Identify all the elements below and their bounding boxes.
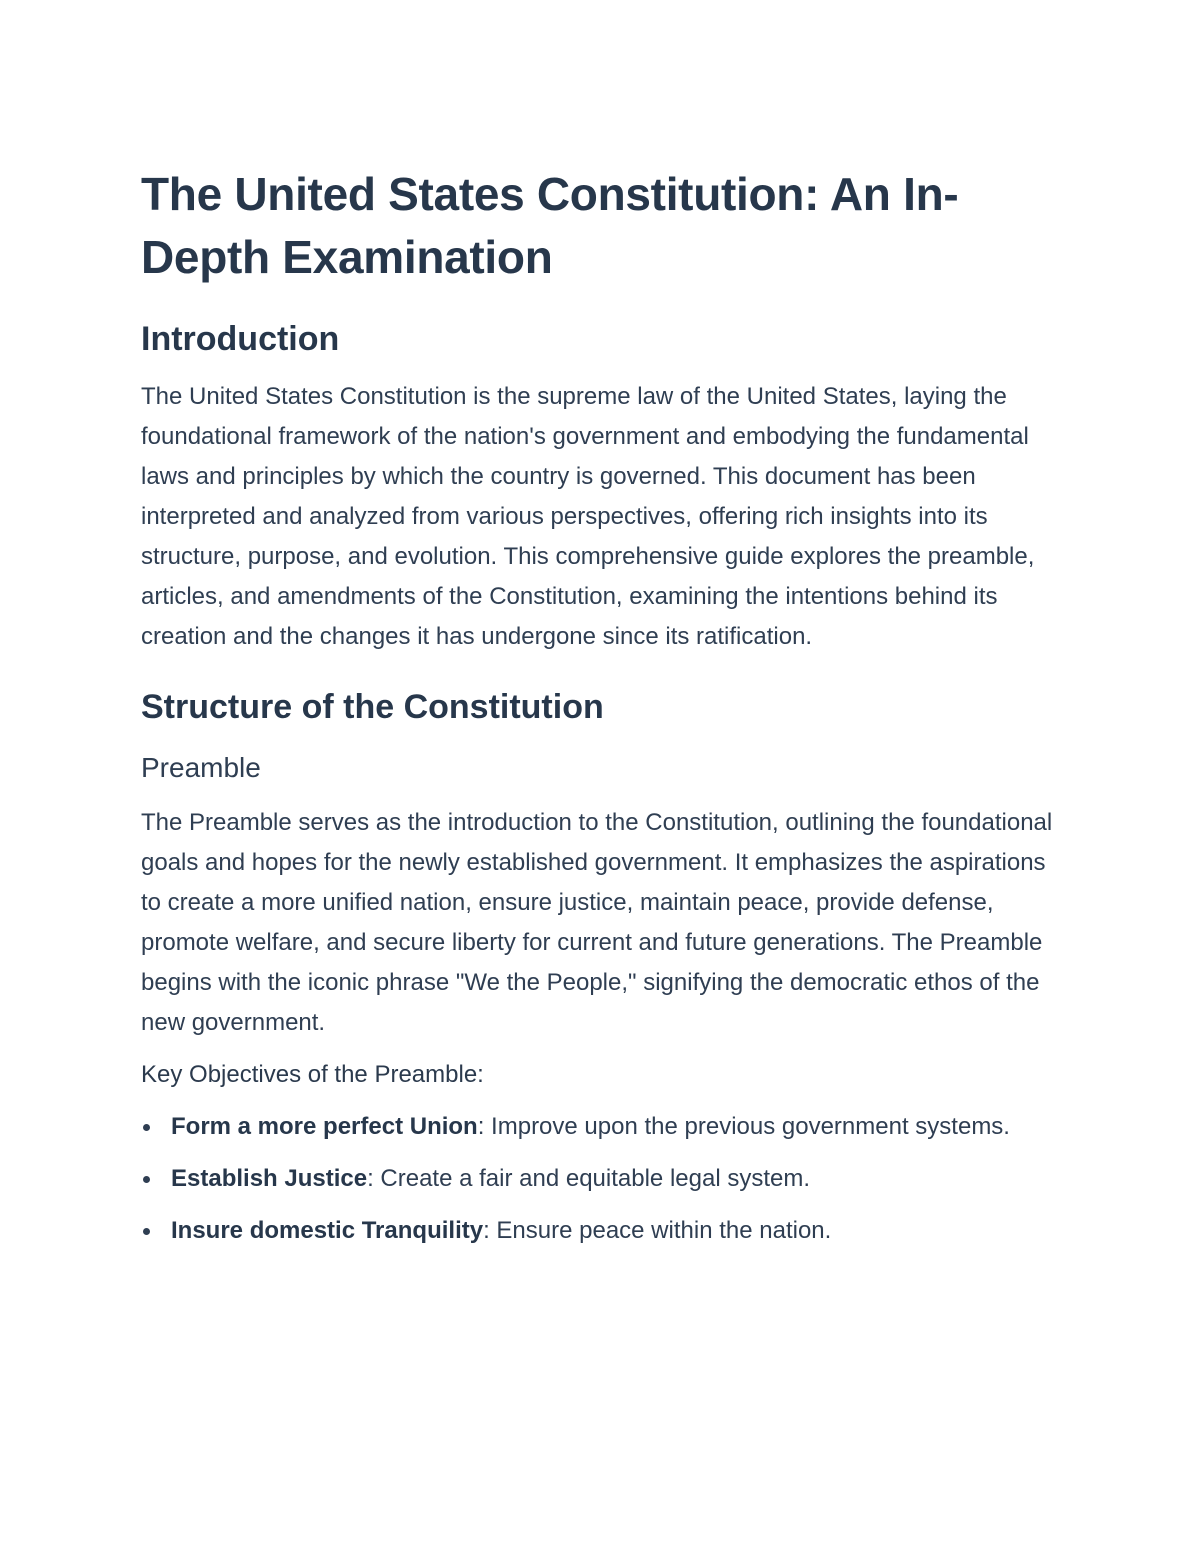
objectives-list <box>141 1107 1061 1251</box>
objective-description: : Improve upon the previous government systems. <box>477 1113 1010 1140</box>
objectives-label: Key Objectives of the Preamble: <box>141 1061 484 1088</box>
list-item <box>141 1107 1061 1147</box>
document-title: The United States Constitution: An In-Depth Examination <box>141 168 959 283</box>
document-page <box>141 163 1061 1263</box>
bullet-icon <box>143 1124 150 1131</box>
objective-description: : Create a fair and equitable legal system. <box>367 1165 810 1192</box>
preamble-heading: Preamble <box>141 752 261 783</box>
introduction-heading: Introduction <box>141 320 340 358</box>
list-item <box>141 1159 1061 1199</box>
objective-description: : Ensure peace within the nation. <box>483 1217 832 1244</box>
objective-term: Form a more perfect Union <box>171 1113 478 1140</box>
bullet-icon <box>143 1228 150 1235</box>
list-item <box>141 1211 1061 1251</box>
bullet-icon <box>143 1176 150 1183</box>
objective-term: Insure domestic Tranquility <box>171 1217 484 1244</box>
structure-heading: Structure of the Constitution <box>141 688 604 726</box>
introduction-paragraph: The United States Constitution is the supreme law of the United States, laying the foundational framework of the nation's government and embodying the fundamental laws and principles by which the country is governed. This document has been interpreted and analyzed from various perspectives, offering rich insights into its structure, purpose, and evolution. This comprehensive guide explores the preamble, articles, and amendments of the Constitution, examining the intentions behind its creation and the changes it has undergone since its ratification. <box>141 383 1035 650</box>
objective-term: Establish Justice <box>171 1165 368 1192</box>
preamble-paragraph: The Preamble serves as the introduction to the Constitution, outlining the foundational goals and hopes for the newly established government. It emphasizes the aspirations to create a more unified nation, ensure justice, maintain peace, provide defense, promote welfare, and secure liberty for current and future generations. The Preamble begins with the iconic phrase "We the People," signifying the democratic ethos of the new government. <box>141 809 1053 1036</box>
